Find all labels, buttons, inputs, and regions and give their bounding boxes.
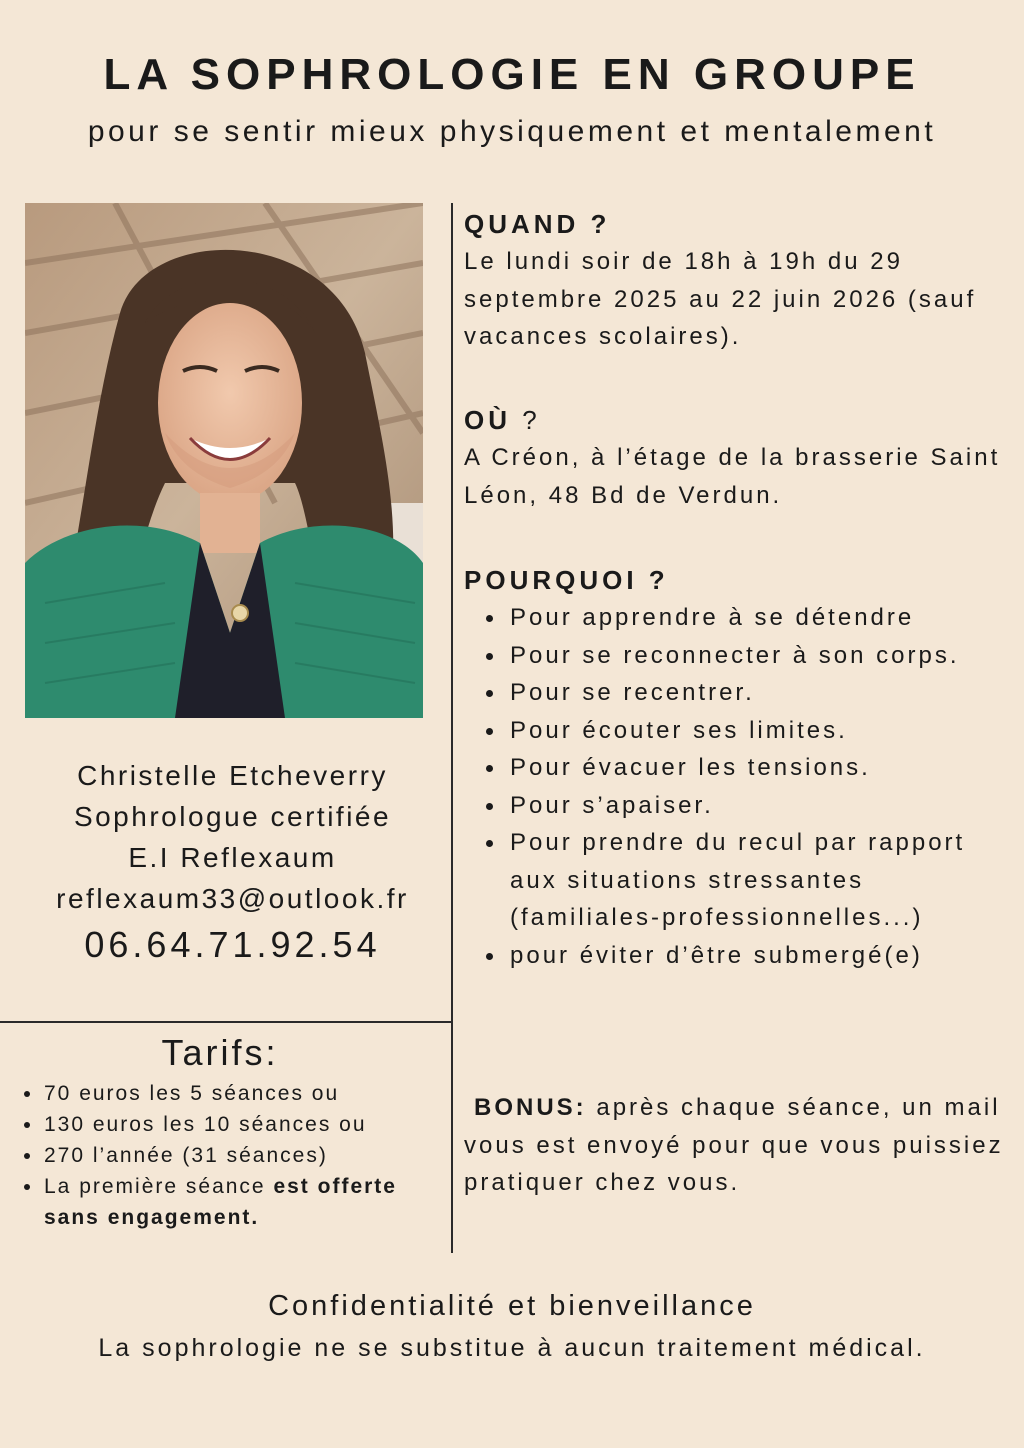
- footer-tagline: Confidentialité et bienveillance: [268, 1290, 756, 1322]
- list-item: Pour évacuer les tensions.: [464, 749, 1009, 787]
- ou-heading: OÙ: [464, 405, 511, 435]
- contact-phone: 06.64.71.92.54: [84, 924, 381, 965]
- ou-heading-mark: ?: [511, 405, 541, 435]
- list-item: pour éviter d’être submergé(e): [464, 937, 1009, 975]
- portrait-photo: [25, 203, 423, 718]
- page-subtitle: pour se sentir mieux physiquement et mentalement: [87, 115, 937, 148]
- section-ou: [464, 401, 1009, 514]
- list-item: Pour se reconnecter à son corps.: [464, 637, 1009, 675]
- ou-heading-wrap: [464, 401, 1009, 439]
- vertical-divider: [451, 203, 453, 1253]
- tarif-item: 270 l’année (31 séances): [20, 1140, 440, 1171]
- bonus-label: BONUS:: [474, 1094, 587, 1121]
- contact-company: E.I Reflexaum: [128, 842, 337, 873]
- page-title: LA SOPHROLOGIE EN GROUPE: [103, 50, 921, 99]
- contact-role: Sophrologue certifiée: [73, 801, 392, 832]
- contact-email: reflexaum33@outlook.fr: [56, 883, 409, 914]
- section-pourquoi: [464, 561, 1009, 974]
- footer-disclaimer: La sophrologie ne se substitue à aucun traitement médical.: [98, 1334, 926, 1362]
- section-bonus: [464, 1089, 1009, 1202]
- section-quand: [464, 205, 1009, 356]
- tarifs-list: [20, 1078, 440, 1233]
- quand-heading: QUAND ?: [464, 209, 611, 239]
- tarif-item: 70 euros les 5 séances ou: [20, 1078, 440, 1109]
- list-item: Pour écouter ses limites.: [464, 712, 1009, 750]
- quand-text: Le lundi soir de 18h à 19h du 29 septembre 2025 au 22 juin 2026 (sauf vacances scolaires).: [464, 248, 977, 350]
- contact-block: [0, 755, 465, 971]
- contact-name: Christelle Etcheverry: [77, 760, 388, 791]
- tarifs-title: Tarifs:: [161, 1032, 279, 1073]
- pourquoi-heading: POURQUOI ?: [464, 565, 669, 595]
- pourquoi-list: [464, 599, 1009, 974]
- list-item: Pour apprendre à se détendre: [464, 599, 1009, 637]
- list-item: Pour s’apaiser.: [464, 787, 1009, 825]
- list-item: Pour prendre du recul par rapport aux situations stressantes (familiales-professionnelles...): [464, 824, 1009, 937]
- bonus-paragraph: [464, 1089, 1009, 1202]
- tarif-free-bold: est offerte sans engagement.: [44, 1175, 397, 1229]
- list-item: Pour se recentrer.: [464, 674, 1009, 712]
- tarif-item-free: [20, 1171, 440, 1233]
- ou-text: A Créon, à l’étage de la brasserie Saint Léon, 48 Bd de Verdun.: [464, 444, 1001, 509]
- bonus-text: après chaque séance, un mail vous est envoyé pour que vous puissiez pratiquer chez vous.: [464, 1094, 1004, 1196]
- tarif-item: 130 euros les 10 séances ou: [20, 1109, 440, 1140]
- horizontal-divider: [0, 1021, 452, 1023]
- tarif-free-text: La première séance: [44, 1175, 274, 1198]
